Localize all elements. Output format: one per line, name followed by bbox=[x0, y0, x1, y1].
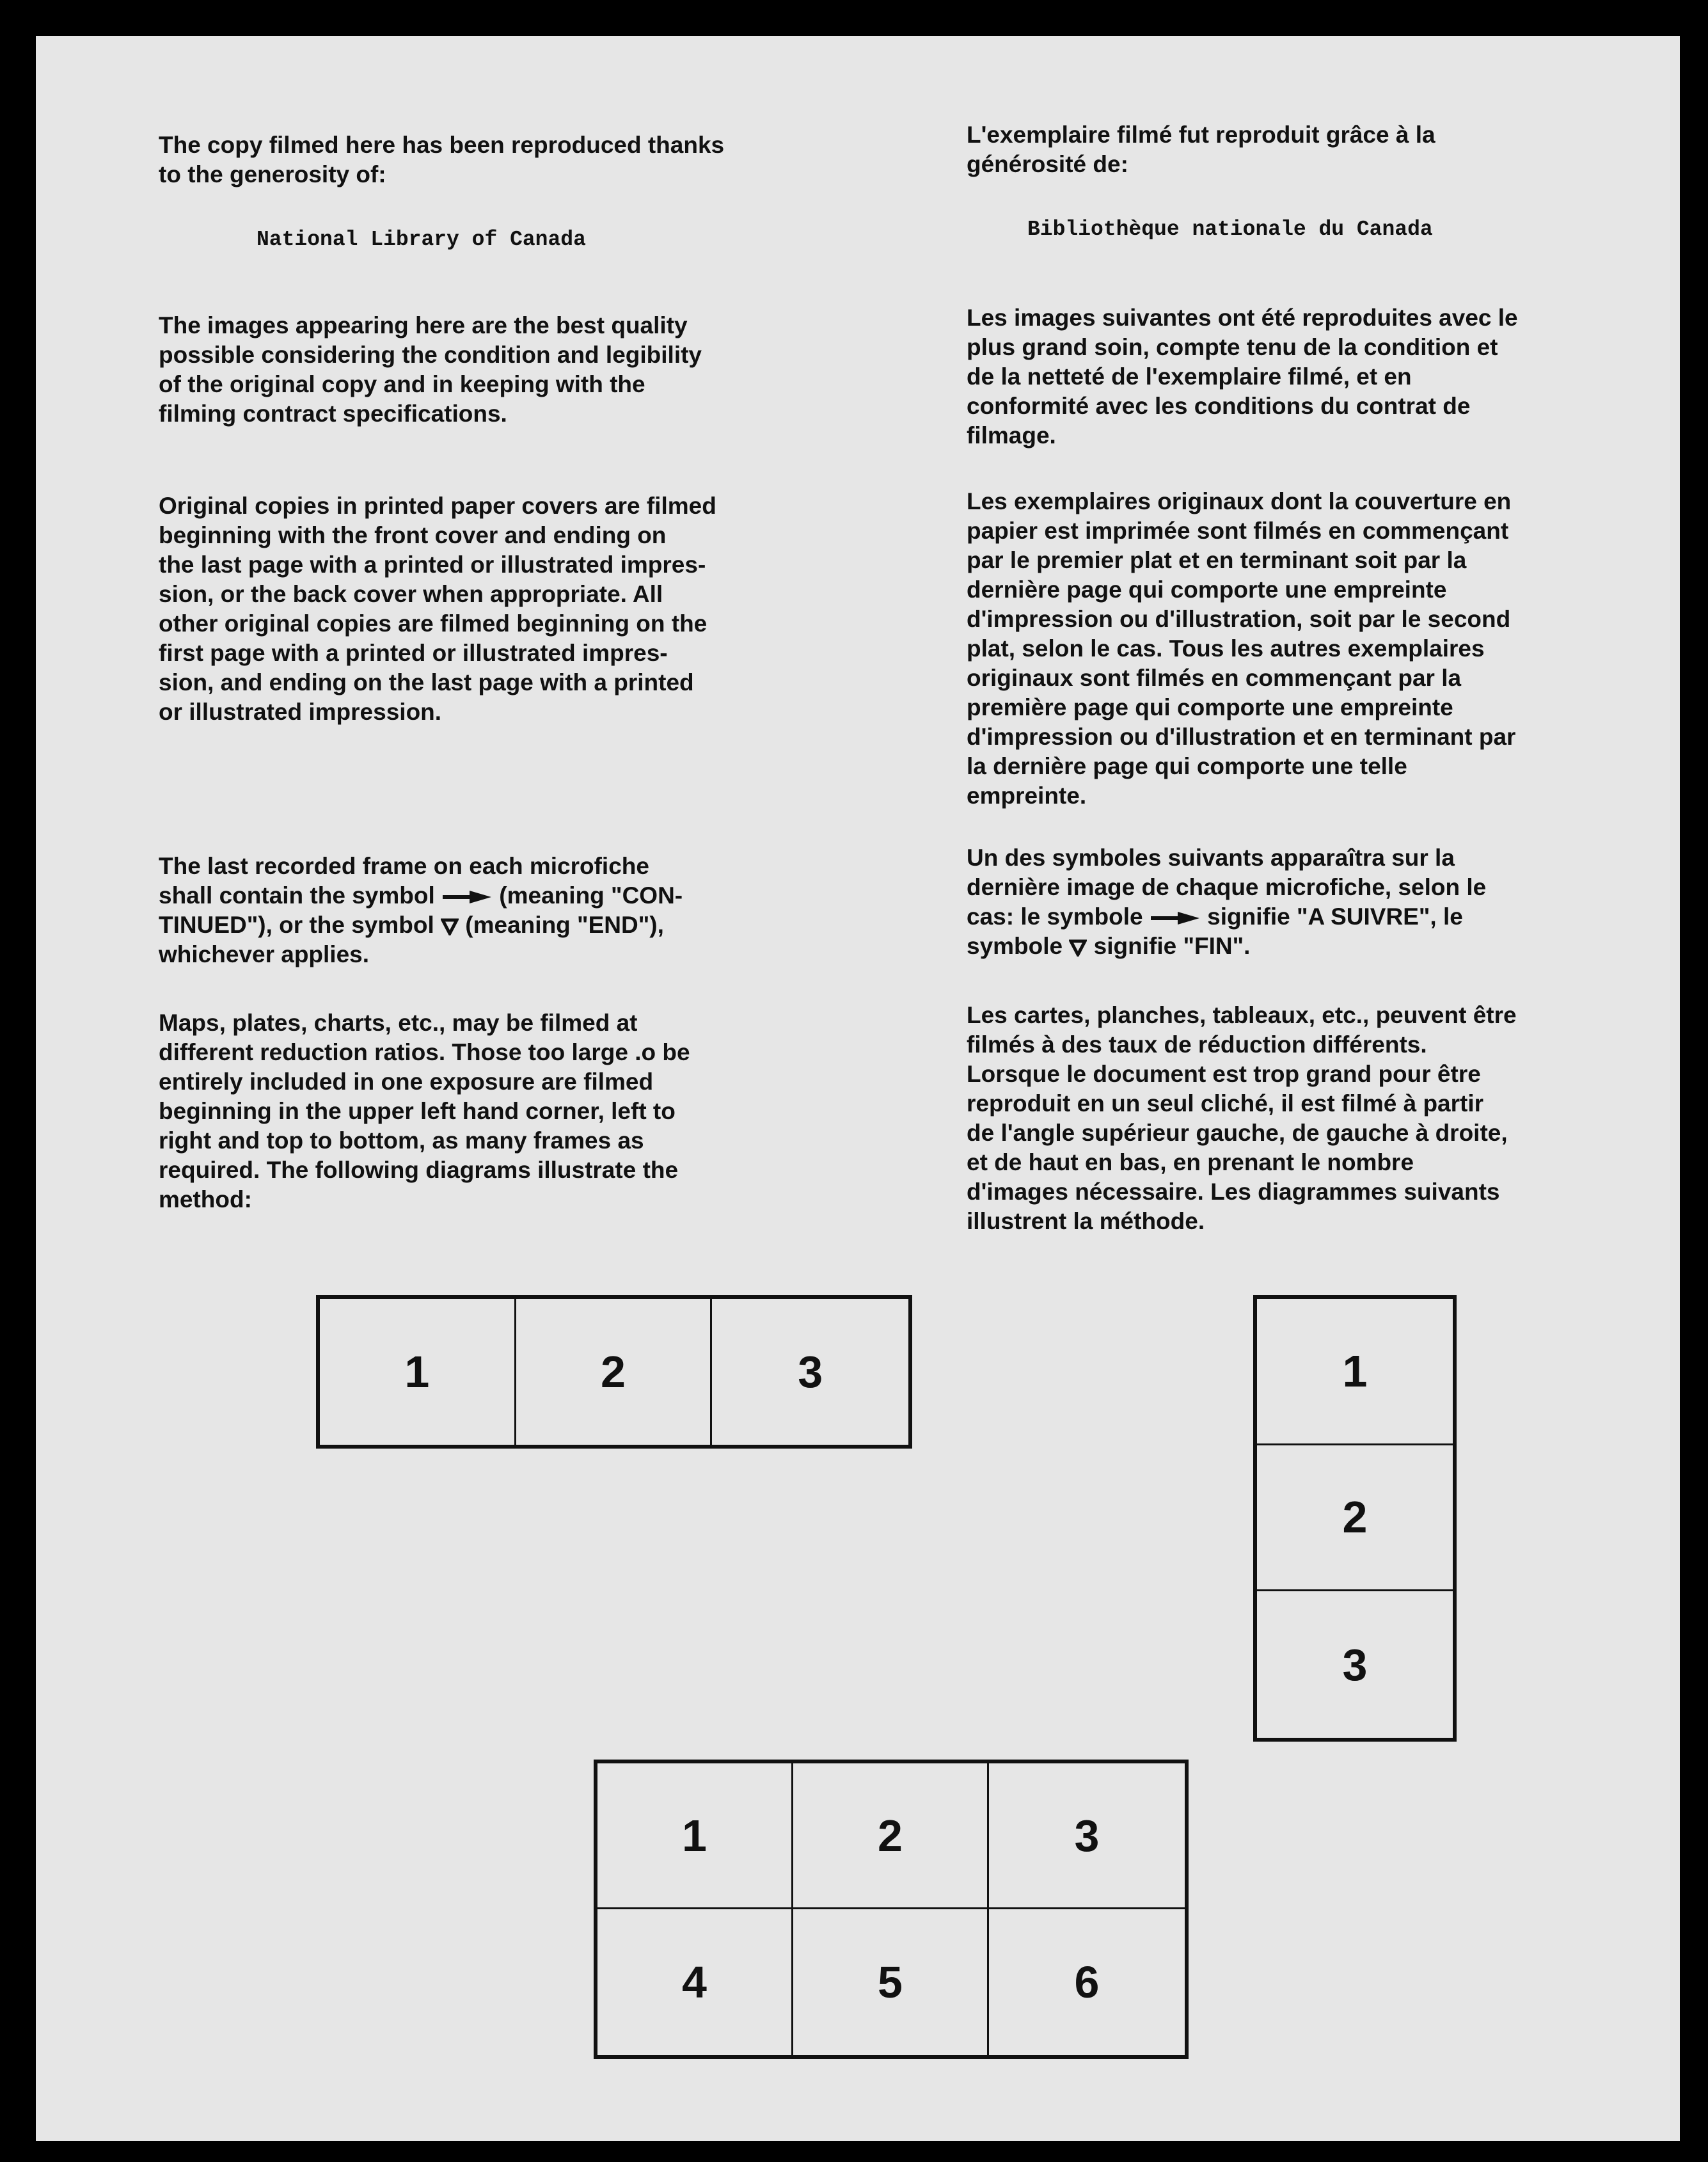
text-line: d'images nécessaire. Les diagrammes suivants bbox=[967, 1179, 1500, 1205]
english-frame-paragraph bbox=[159, 852, 862, 969]
text-line: dernière image de chaque microfiche, selon le bbox=[967, 874, 1487, 900]
text-line: plus grand soin, compte tenu de la condition et bbox=[967, 334, 1498, 360]
text-line: Les cartes, planches, tableaux, etc., peuvent être bbox=[967, 1002, 1517, 1028]
frame-cell: 3 bbox=[989, 1763, 1185, 1909]
text-line: filmage. bbox=[967, 422, 1056, 449]
frame-cell: 5 bbox=[793, 1909, 989, 2055]
text-line: plat, selon le cas. Tous les autres exemplaires bbox=[967, 635, 1485, 662]
french-covers-paragraph bbox=[967, 487, 1657, 811]
text-line: filming contract specifications. bbox=[159, 401, 507, 427]
text-line bbox=[159, 881, 862, 910]
text-line: entirely included in one exposure are filmed bbox=[159, 1069, 654, 1095]
text-line: de la netteté de l'exemplaire filmé, et en bbox=[967, 363, 1412, 390]
text-line: first page with a printed or illustrated impres- bbox=[159, 640, 668, 666]
text-line: beginning in the upper left hand corner, left to bbox=[159, 1098, 676, 1124]
text-line: filmés à des taux de réduction différents. bbox=[967, 1031, 1427, 1058]
english-intro bbox=[159, 131, 862, 189]
text-line: method: bbox=[159, 1186, 252, 1212]
frame-cell: 6 bbox=[1074, 1957, 1100, 2007]
text-fragment: TINUED"), or the symbol bbox=[159, 912, 441, 938]
text-fragment: (meaning "CON- bbox=[493, 882, 683, 909]
text-fragment: cas: le symbole bbox=[967, 903, 1150, 930]
text-line: d'impression ou d'illustration, soit par le second bbox=[967, 606, 1511, 632]
frame-cell: 1 bbox=[320, 1299, 516, 1445]
text-line: papier est imprimée sont filmés en commençant bbox=[967, 518, 1509, 544]
frame-cell: 1 bbox=[1257, 1299, 1453, 1445]
text-line bbox=[967, 902, 1657, 932]
french-intro bbox=[967, 120, 1657, 179]
library-name-english: National Library of Canada bbox=[257, 228, 586, 251]
text-line: The last recorded frame on each microfiche bbox=[159, 853, 649, 879]
text-line: la dernière page qui comporte une telle bbox=[967, 753, 1407, 779]
text-line: empreinte. bbox=[967, 783, 1087, 809]
text-line: sion, or the back cover when appropriate. All bbox=[159, 581, 663, 607]
text-fragment: symbole bbox=[967, 933, 1070, 959]
text-line: Lorsque le document est trop grand pour être bbox=[967, 1061, 1481, 1087]
frame-cell: 1 bbox=[597, 1763, 793, 1909]
library-name-french: Bibliothèque nationale du Canada bbox=[1027, 218, 1433, 241]
text-line: par le premier plat et en terminant soit par la bbox=[967, 547, 1467, 573]
text-line: dernière page qui comporte une empreinte bbox=[967, 576, 1447, 603]
frame-cell: 2 bbox=[793, 1763, 989, 1909]
text-line: générosité de: bbox=[967, 151, 1128, 177]
text-line: Un des symboles suivants apparaîtra sur la bbox=[967, 845, 1455, 871]
text-line: conformité avec les conditions du contrat de bbox=[967, 393, 1471, 419]
text-line: Maps, plates, charts, etc., may be filmed at bbox=[159, 1010, 638, 1036]
text-line: Original copies in printed paper covers are filmed bbox=[159, 493, 716, 519]
frame-cell: 3 bbox=[1342, 1639, 1368, 1690]
text-line: d'impression ou d'illustration et en terminant par bbox=[967, 724, 1516, 750]
frame-cell: 2 bbox=[1257, 1445, 1453, 1592]
text-line: of the original copy and in keeping with the bbox=[159, 371, 645, 397]
frame-cell: 2 bbox=[516, 1299, 713, 1445]
text-line: sion, and ending on the last page with a printed bbox=[159, 669, 694, 695]
text-line: the last page with a printed or illustrated impres- bbox=[159, 552, 706, 578]
arrow-right-icon bbox=[441, 882, 493, 909]
text-line: The copy filmed here has been reproduced thanks bbox=[159, 132, 725, 158]
text-line: other original copies are filmed beginning on the bbox=[159, 610, 708, 637]
text-line bbox=[967, 932, 1657, 961]
frame-cell: 3 bbox=[798, 1347, 823, 1397]
french-maps-paragraph bbox=[967, 1001, 1657, 1236]
text-line: whichever applies. bbox=[159, 941, 370, 967]
text-line: to the generosity of: bbox=[159, 161, 386, 187]
text-line: right and top to bottom, as many frames as bbox=[159, 1127, 644, 1154]
text-line: L'exemplaire filmé fut reproduit grâce à la bbox=[967, 122, 1435, 148]
text-line: or illustrated impression. bbox=[159, 699, 442, 725]
text-fragment: signifie "FIN". bbox=[1087, 933, 1251, 959]
text-line: different reduction ratios. Those too large .o be bbox=[159, 1039, 690, 1065]
diagram-vertical-frames bbox=[1253, 1295, 1457, 1742]
english-quality-paragraph bbox=[159, 311, 862, 429]
text-line: possible considering the condition and legibility bbox=[159, 342, 702, 368]
text-line: de l'angle supérieur gauche, de gauche à droite, bbox=[967, 1120, 1508, 1146]
text-fragment: (meaning "END"), bbox=[459, 912, 664, 938]
text-line: Les images suivantes ont été reproduites avec le bbox=[967, 305, 1518, 331]
triangle-down-icon bbox=[1069, 933, 1087, 959]
text-line: The images appearing here are the best quality bbox=[159, 312, 688, 338]
triangle-down-icon bbox=[441, 912, 459, 938]
frame-cell: 4 bbox=[597, 1909, 793, 2055]
text-line: required. The following diagrams illustrate the bbox=[159, 1157, 679, 1183]
text-line: illustrent la méthode. bbox=[967, 1208, 1205, 1234]
text-fragment: shall contain the symbol bbox=[159, 882, 442, 909]
text-line: beginning with the front cover and ending on bbox=[159, 522, 667, 548]
microfiche-target-page bbox=[36, 36, 1680, 2141]
text-line: reproduit en un seul cliché, il est filmé à partir bbox=[967, 1090, 1484, 1117]
english-covers-paragraph bbox=[159, 491, 862, 727]
arrow-right-icon bbox=[1150, 903, 1201, 930]
french-quality-paragraph bbox=[967, 303, 1657, 450]
text-fragment: signifie "A SUIVRE", le bbox=[1200, 903, 1463, 930]
english-maps-paragraph bbox=[159, 1008, 862, 1214]
french-symbols-paragraph bbox=[967, 843, 1657, 961]
text-line bbox=[159, 910, 862, 940]
text-line: originaux sont filmés en commençant par la bbox=[967, 665, 1462, 691]
diagram-grid-frames bbox=[594, 1760, 1189, 2059]
text-line: première page qui comporte une empreinte bbox=[967, 694, 1453, 720]
text-line: et de haut en bas, en prenant le nombre bbox=[967, 1149, 1414, 1175]
text-line: Les exemplaires originaux dont la couverture en bbox=[967, 488, 1512, 514]
diagram-horizontal-frames bbox=[316, 1295, 912, 1449]
